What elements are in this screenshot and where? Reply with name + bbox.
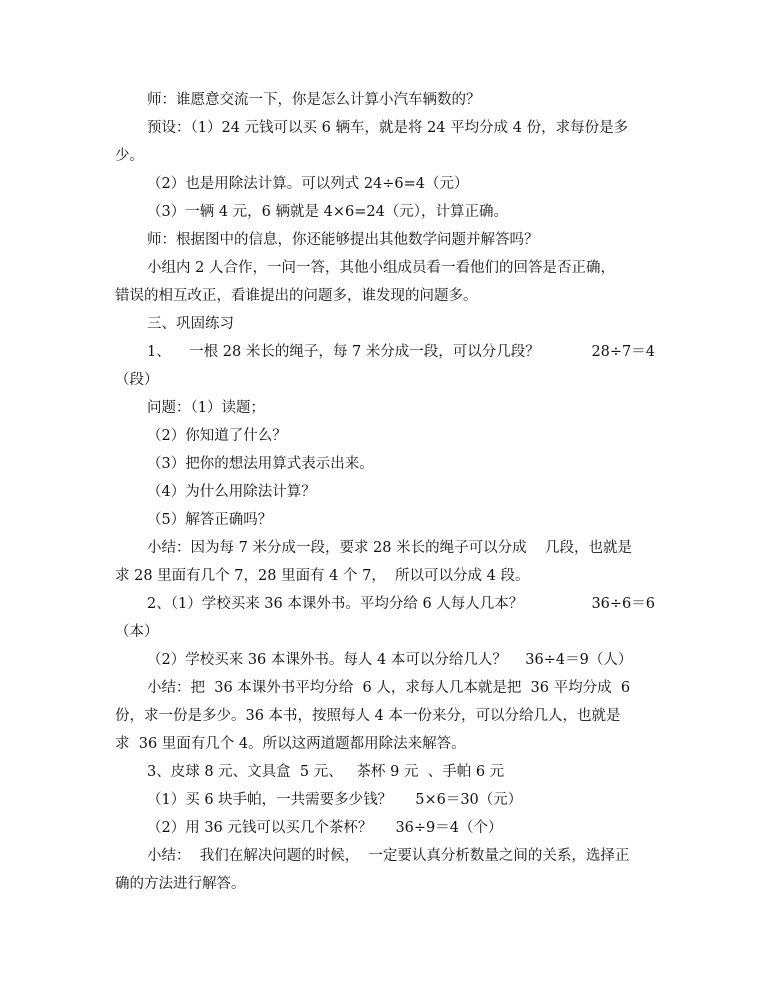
exercise-answer: 28÷7＝4 (591, 344, 655, 360)
text-line: （5）解答正确吗？ (147, 512, 273, 528)
text-line: （段） (115, 372, 159, 388)
text-line: 师：谁愿意交流一下，你是怎么计算小汽车辆数的？ (147, 92, 481, 108)
text-line: 小结：把 36 本课外书平均分给 6 人，求每人几本就是把 36 平均分成 6 (147, 680, 631, 696)
text-line: （2）用 36 元钱可以买几个茶杯？ 36÷9＝4（个） (147, 820, 503, 836)
text-line: 小结： 我们在解决问题的时候， 一定要认真分析数量之间的关系，选择正 (147, 848, 630, 864)
document-body (115, 86, 655, 898)
exercise-question: 1、 一根 28 米长的绳子，每 7 米分成一段，可以分几段？ (147, 344, 540, 360)
text-line: 求 28 里面有几个 7，28 里面有 4 个 7， 所以可以分成 4 段。 (115, 568, 530, 584)
text-line: 小组内 2 人合作，一问一答，其他小组成员看一看他们的回答是否正确， (147, 260, 615, 276)
text-line: （2）也是用除法计算。可以列式 24÷6=4（元） (147, 176, 469, 192)
text-line: （2）学校买来 36 本课外书。每人 4 本可以分给几人？ 36÷4＝9（人） (147, 652, 633, 668)
text-line: 求 36 里面有几个 4。所以这两道题都用除法来解答。 (115, 736, 466, 752)
text-line: 师：根据图中的信息，你还能够提出其他数学问题并解答吗？ (147, 232, 539, 248)
text-line: 3、皮球 8 元、文具盒 5 元、 茶杯 9 元 、手帕 6 元 (147, 764, 505, 780)
text-line: 少。 (115, 148, 144, 164)
text-line: 预设：（1）24 元钱可以买 6 辆车，就是将 24 平均分成 4 份，求每份是多 (147, 120, 629, 136)
text-line: 错误的相互改正，看谁提出的问题多，谁发现的问题多。 (115, 288, 478, 304)
text-line: 小结：因为每 7 米分成一段，要求 28 米长的绳子可以分成 几段，也就是 (147, 540, 633, 556)
exercise-line (115, 338, 655, 366)
text-line: 份，求一份是多少。36 本书，按照每人 4 本一份来分，可以分给几人，也就是 (115, 708, 621, 724)
text-line: 确的方法进行解答。 (115, 876, 246, 892)
text-line: （3）把你的想法用算式表示出来。 (147, 456, 374, 472)
text-line: 问题：（1）读题； (147, 400, 265, 416)
text-line: （4）为什么用除法计算？ (147, 484, 316, 500)
section-heading: 三、巩固练习 (147, 316, 234, 332)
exercise-question: 2、（1）学校买来 36 本课外书。平均分给 6 人每人几本？ (147, 596, 524, 612)
exercise-answer: 36÷6＝6 (591, 596, 655, 612)
exercise-line (115, 590, 655, 618)
text-line: （2）你知道了什么？ (147, 428, 287, 444)
text-line: （1）买 6 块手帕，一共需要多少钱？ 5×6＝30（元） (147, 792, 523, 808)
text-line: （3）一辆 4 元，6 辆就是 4×6=24（元），计算正确。 (147, 204, 509, 220)
text-line: （本） (115, 624, 159, 640)
